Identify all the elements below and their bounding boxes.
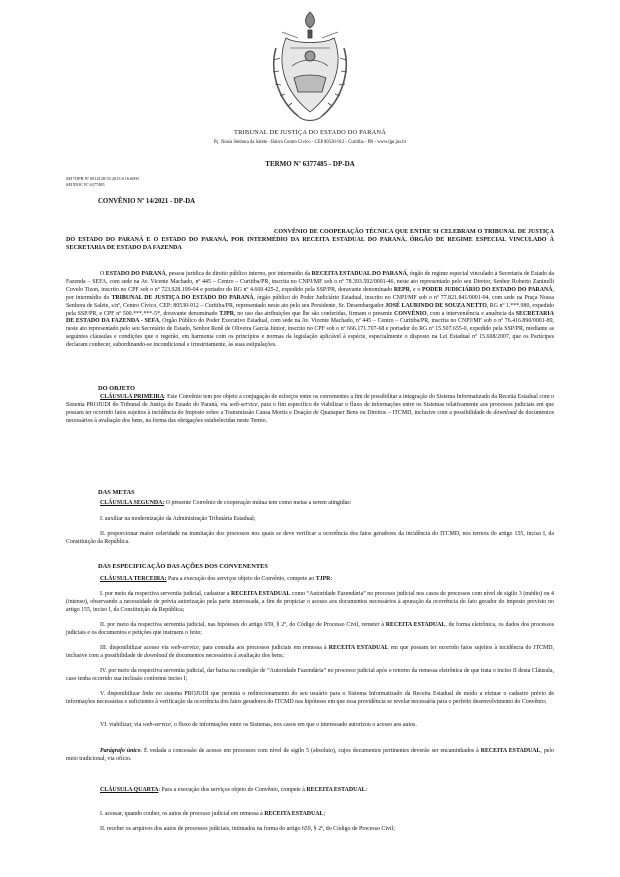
clause-second-label: CLÁUSULA SEGUNDA: bbox=[100, 500, 165, 506]
section-objeto: DO OBJETO bbox=[98, 385, 135, 392]
clause-third-item-2: II. por meio da respectiva serventia judicial, nas hipóteses do artigo 659, § 2º, do Código de Processo Civil, remeter à RECEITA ESTADUAL, de forma eletrônica, os dados dos processos judiciais e os documentos e petições que instruem o feito; bbox=[66, 622, 555, 636]
clause-second-item-1: I. auxiliar na modernização da Administração Tributária Estadual; bbox=[100, 516, 256, 522]
clause-second-item-2: II. proporcionar maior celeridade na tramitação dos processos nos quais se deve verificar a ocorrência dos fatos geradores da incidência do ITCMD, nos termos do artigo 155, inciso I, da Constituição da República. bbox=[66, 531, 554, 545]
sei-process-number: SEI!TJPR Nº 0014128-55.2015.8.16.6000 bbox=[66, 176, 139, 181]
section-metas: DAS METAS bbox=[98, 489, 135, 496]
clause-first-label: CLÁUSULA PRIMEIRA bbox=[100, 394, 165, 400]
clause-third-sole-paragraph: Parágrafo único. É vedada a concessão de acesso em processos com nível de sigilo 5 (absoluto), cujos documentos pertinentes deverão ser encaminhados à RECEITA ESTADUAL, pelo meio tradicional, via ofício. bbox=[66, 748, 554, 762]
section-especificacao: DAS ESPECIFICAÇÃO DAS AÇÕES DOS CONVENENTES bbox=[98, 563, 268, 570]
clause-third-item-3: III. disponibilizar acesso via web-service, para consulta aos processos judiciais em remessa à RECEITA ESTADUAL em que possam ter ocorrido fatos sujeitos à incidência do ITCMD, inclusive com a possibilidade de download de documentos necessários à avaliação dos bens; bbox=[66, 645, 554, 659]
clause-fourth-item-1: I. acessar, quando couber, os autos de processo judicial em remessa à RECEITA ESTADUAL; bbox=[100, 811, 326, 817]
clause-third-item-4: IV. por meio da respectiva serventia judicial, dar baixa na condição de “Autoridade Fazendária” no processo judicial após o retorno da remessa eletrônica de que trata o inciso II desta Cláusula, caso tenha ocorrido sua inclusão conforme inciso I; bbox=[66, 668, 554, 682]
court-address: Pç. Nossa Senhora da Salete - Bairro Centro Cívico - CEP 80530-912 - Curitiba - PR - www.tjpr.jus.br bbox=[213, 140, 407, 145]
agreement-title: CONVÊNIO DE COOPERAÇÃO TÉCNICA QUE ENTRE SI CELEBRAM O TRIBUNAL DE JUSTIÇA DO ESTADO DO PARANÁ E O ESTADO DO PARANÁ, POR INTERMÉDIO DA RECEITA ESTADUAL DO PARANÁ, ÓRGÃO DE REGIME ESPECIAL VINCULADO À SECRETARIA DE ESTADO DA FAZENDA bbox=[66, 229, 554, 252]
clause-first: CLÁUSULA PRIMEIRA: Este Convênio tem por objeto a conjugação de esforços entre os convenentes a fim de possibilitar a integração do Sistema Informatizado da Receita Estadual com o Sistema PROJUDI do Tribunal de Justiça do Estado do Paraná, via web-service, para o fim específico de viabilizar o fluxo de informações entre os Sistemas relativamente aos processos judiciais em que possam ter ocorrido fatos sujeitos à incidência do Imposto sobre a Transmissão Causa Mortis e Doação de Quaisquer Bens ou Direitos – ITCMD, inclusive com a possibilidade de download de documentos necessários à avaliação dos bens, na forma das obrigações estabelecidas neste Termo. bbox=[66, 394, 554, 424]
clause-fourth: CLÁUSULA QUARTA: Para a execução dos serviços objeto do Convênio, compete à RECEITA ESTADUAL: bbox=[100, 787, 368, 793]
clause-third: CLÁUSULA TERCEIRA: Para a execução dos serviços objeto do Convênio, compete ao TJPR: bbox=[100, 576, 333, 582]
parana-coat-of-arms-icon bbox=[268, 8, 352, 126]
term-title: TERMO Nº 6377485 - DP-DA bbox=[265, 160, 355, 168]
agreement-number: CONVÊNIO Nº 14/2021 - DP-DA bbox=[98, 198, 196, 205]
sei-document-number: SEI!DOC Nº 6377485 bbox=[66, 182, 105, 187]
clause-fourth-label: CLÁUSULA QUARTA bbox=[100, 787, 159, 793]
preamble-paragraph: O ESTADO DO PARANÁ, pessoa jurídica de direito público interno, por intermédio da RECEITA ESTADUAL DO PARANÁ, órgão de regime especial vinculado à Secretaria de Estado da Fazenda – SEFA, com sede na Av. Vicente Machado, nº 445 – Centro – Curitiba/PR, inscrita no CNPJ/MF sob o nº 78.393.592/0001-46, neste ato representado pelo seu Diretor, Senhor Roberto Zaninelli Covelo Tizon, inscrito no CPF sob o nº 723.928.199-04 e portador do RG nº 4.669.425-2, expedido pela SSP/PR, doravante denominado REPR, e o PODER JUDICIÁRIO DO ESTADO DO PARANÁ, por intermédio do TRIBUNAL DE JUSTIÇA DO ESTADO DO PARANÁ, órgão público do Poder Judiciário Estadual, inscrito no CNPJ/MF sob o nº 77.821.841/0001-94, com sede na Praça Nossa Senhora de Salete, s/nº, Centro Cívico, CEP: 80530-912 – Curitiba/PR, representado neste ato pelo seu Presidente, Sr. Desembargador JOSÉ LAURINDO DE SOUZA NETTO, RG nº 1.***.980, expedido pela SSP/PR, e CPF nº 500.***.***-5*, doravante denominado TJPR, no uso das atribuições que lhe são conferidas, firmam o presente CONVÊNIO, com a interveniência e anuência da SECRETARIA DE ESTADO DA FAZENDA - SEFA, Órgão Público do Poder Executivo Estadual, com sede na Av. Vicente Machado, nº 445 – Centro – Curitiba/PR, inscrita no CNPJ/MF sob o nº 76.416.890/0001-89, neste ato representado pelo seu Secretário de Estado, Senhor Renê de Oliveira Garcia Júnior, inscrito no CPF sob o nº 666.171.707-68 e portador do RG nº 15.507.655-0, expedido pela SSP/PR, mediante as seguintes cláusulas e condições que o regerão, em harmonia com os princípios e normas da legislação aplicável à espécie, especialmente o disposto na Lei Estadual nº 15.608/2007, que os Partícipes declaram conhecer, subordinando-se incondicional e irrestritamente, às suas estipulações. bbox=[66, 271, 555, 349]
clause-third-item-6: VI. viabilizar, via web-service, o fluxo de informações entre os Sistemas, nos casos em que o interessado autorizou o acesso aos autos. bbox=[100, 722, 417, 728]
court-name: TRIBUNAL DE JUSTIÇA DO ESTADO DO PARANÁ bbox=[233, 129, 387, 136]
clause-third-item-5: V. disponibilizar links no sistema PROJUDI que permita o redirecionamento do seu usuário para o Sistema Informatizado da Receita Estadual de modo a efetuar o cadastro prévio de informações necessárias e suficientes à verificação da ocorrência dos fatos geradores do ITCMD nas hipóteses em que essa providência se revelar necessária para o perfeito desenvolvimento do Convênio; bbox=[66, 691, 555, 705]
clause-third-item-1: I. por meio da respectiva serventia judicial, cadastrar a RECEITA ESTADUAL como “Autoridade Fazendária” no processo judicial nos casos de processos com nível de sigilo 3 (médio) ou 4 (intenso), observando a necessidade de prévia autorização pela parte interessada, a fim de propiciar o acesso aos documentos necessários à apuração da ocorrência do fato gerador do imposto previsto no artigo 155, inciso I, da Constituição da República; bbox=[66, 591, 554, 613]
clause-third-label: CLÁUSULA TERCEIRA: bbox=[100, 576, 167, 582]
clause-fourth-item-2: II. receber os arquivos dos autos de processos judiciais, intimados na forma do artigo 659, § 2º, do Código de Processo Civil; bbox=[100, 826, 395, 832]
clause-second: CLÁUSULA SEGUNDA: O presente Convênio de cooperação mútua tem como metas a serem atingidas: bbox=[100, 500, 352, 506]
